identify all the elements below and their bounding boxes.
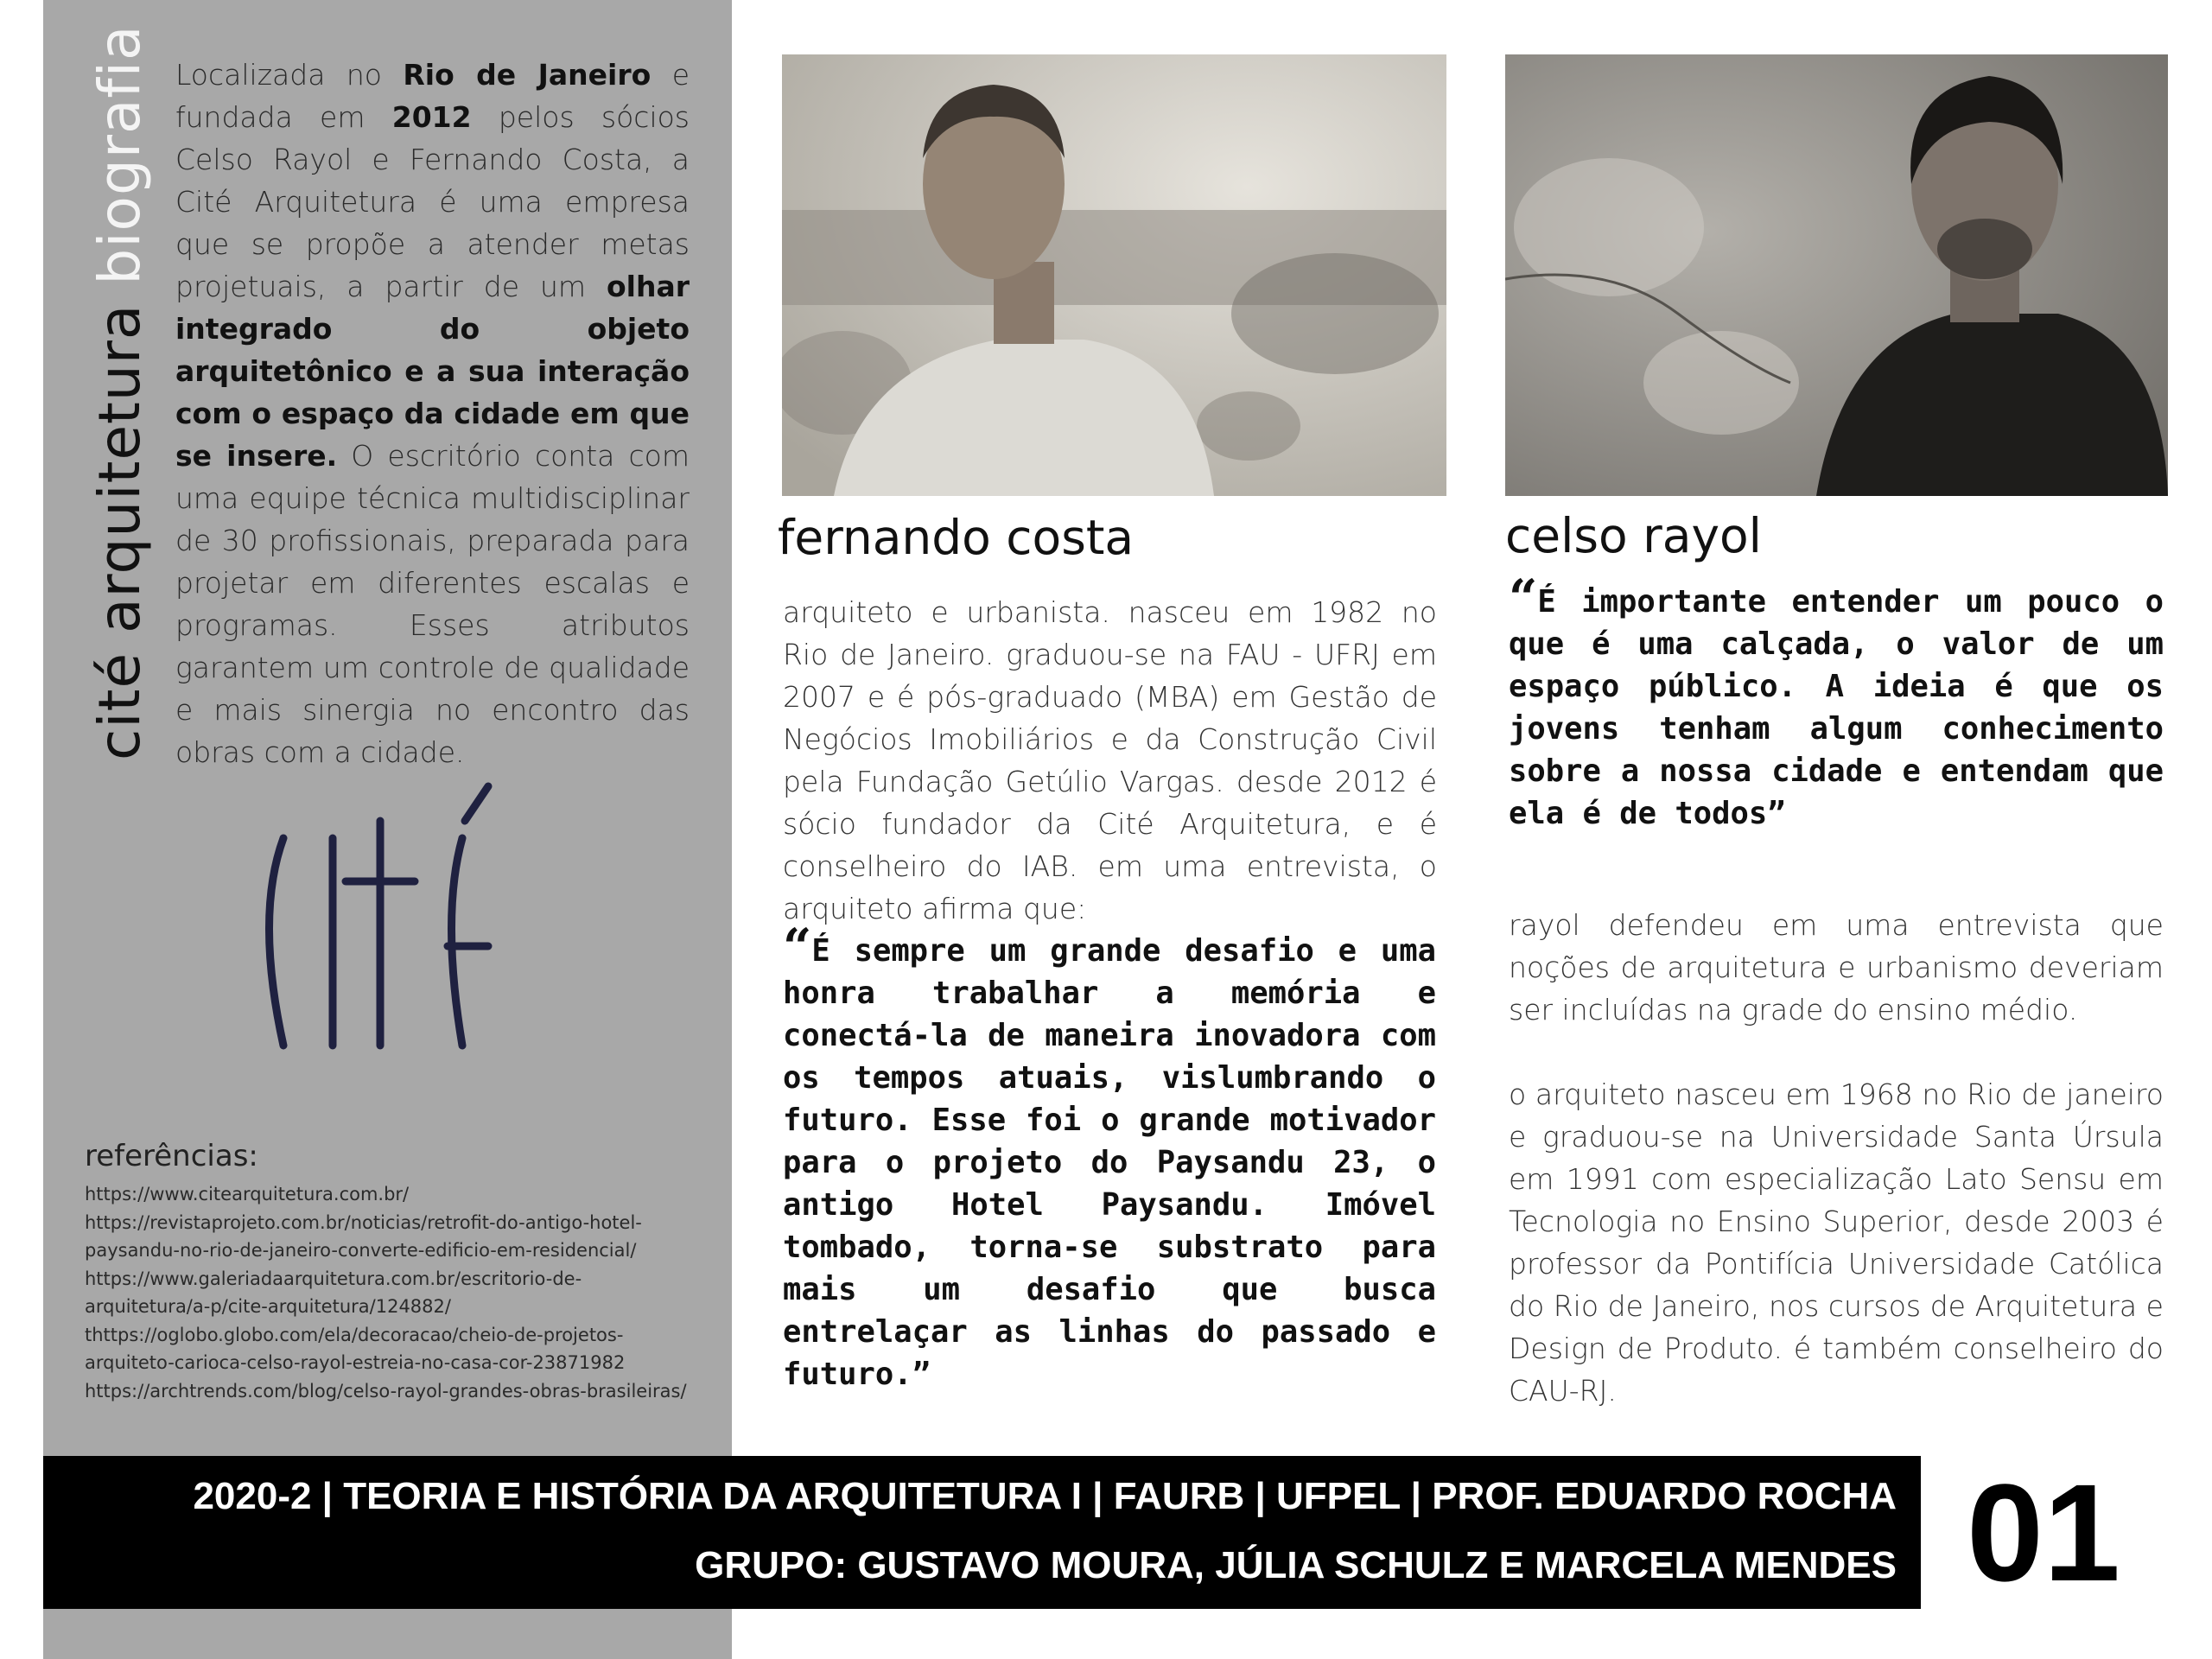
reference-link[interactable]: https://www.citearquitetura.com.br/: [85, 1184, 410, 1205]
course-info: 2020-2 | TEORIA E HISTÓRIA DA ARQUITETURA I | FAURB | UFPEL | PROF. EDUARDO ROCHA: [193, 1475, 1897, 1517]
title-light: biografia: [86, 24, 153, 285]
intro-text: O escritório conta com uma equipe técnica multidisciplinar de 30 profissionais, preparada para projetar em diferentes escalas e programas. Esses atributos garantem um controle de qualidade e mais sinergia no encontro das obras com a cidade.: [175, 439, 690, 769]
page-number: 01: [1967, 1455, 2120, 1610]
fernando-quote-text: É sempre um grande desafio e uma honra trabalhar a memória e conectá-la de maneira inovadora com os tempos atuais, vislumbrando o futuro. Esse foi o grande motivador para o projeto do Paysandu 23, o antigo Hotel Paysandu. Imóvel tombado, torna-se substrato para mais um desafio que busca entrelaçar as linhas do passado e futuro.”: [783, 933, 1436, 1392]
intro-paragraph: [175, 54, 690, 773]
cite-logo: [251, 778, 518, 1063]
title-dark: cité arquitetura: [86, 303, 153, 760]
intro-text: pelos sócios Celso Rayol e Fernando Costa, a Cité Arquitetura é uma empresa que se propõe a atender metas projetuais, a partir de um: [175, 100, 690, 303]
fernando-portrait: [782, 54, 1446, 496]
intro-text: Localizada no: [175, 58, 404, 92]
celso-quote-text: É importante entender um pouco o que é uma calçada, o valor de um espaço público. A ideia é que os jovens tenham algum conhecimento sobre a nossa cidade e entendam que ela é de todos”: [1509, 584, 2164, 831]
celso-photo: [1505, 54, 2168, 496]
celso-name: celso rayol: [1505, 508, 1762, 563]
quote-mark: “: [783, 918, 812, 976]
reference-link[interactable]: https://revistaprojeto.com.br/noticias/retrofit-do-antigo-hotel-: [85, 1211, 642, 1233]
fernando-photo: [782, 54, 1446, 496]
fernando-quote: [783, 918, 1436, 1395]
intro-bold: olhar integrado do objeto arquitetônico e a sua interação com o espaço da cidade em que se insere.: [175, 270, 690, 473]
intro-text: e fundada em: [175, 58, 690, 134]
group-members: GRUPO: GUSTAVO MOURA, JÚLIA SCHULZ E MARCELA MENDES: [695, 1544, 1897, 1586]
celso-bio-2: o arquiteto nasceu em 1968 no Rio de janeiro e graduou-se na Universidade Santa Úrsula em 1991 com especialização Lato Sensu em Tecnologia no Ensino Superior, desde 2003 é professor da Pontifícia Universidade Católica do Rio de Janeiro, nos cursos de Arquitetura e Design de Produto. é também conselheiro do CAU-RJ.: [1509, 1077, 2164, 1408]
reference-link[interactable]: paysandu-no-rio-de-janeiro-converte-edificio-em-residencial/: [85, 1240, 637, 1261]
reference-link[interactable]: arquitetura/a-p/cite-arquitetura/124882/: [85, 1296, 451, 1317]
references-list: [85, 1180, 724, 1405]
fernando-bio: arquiteto e urbanista. nasceu em 1982 no Rio de Janeiro. graduou-se na FAU - UFRJ em 2007 e é pós-graduado (MBA) em Gestão de Negócios Imobiliários e da Construção Civil pela Fundação Getúlio Vargas. desde 2012 é sócio fundador da Cité Arquitetura, e é conselheiro do IAB. em uma entrevista, o arquiteto afirma que:: [783, 595, 1437, 925]
footer-bar: [43, 1456, 1921, 1609]
reference-link[interactable]: arquiteto-carioca-celso-rayol-estreia-no-casa-cor-23871982: [85, 1352, 626, 1373]
reference-link[interactable]: https://archtrends.com/blog/celso-rayol-grandes-obras-brasileiras/: [85, 1380, 687, 1402]
reference-link[interactable]: https://www.galeriadaarquitetura.com.br/escritorio-de-: [85, 1268, 582, 1289]
celso-quote: [1509, 569, 2164, 835]
reference-link[interactable]: thttps://oglobo.globo.com/ela/decoracao/cheio-de-projetos-: [85, 1324, 624, 1345]
fernando-name: fernando costa: [778, 510, 1135, 565]
celso-portrait: [1505, 54, 2168, 496]
vertical-title: [86, 25, 153, 760]
quote-mark: “: [1509, 569, 1538, 627]
celso-bio-1: rayol defendeu em uma entrevista que noções de arquitetura e urbanismo deveriam ser incluídas na grade do ensino médio.: [1509, 908, 2164, 1027]
intro-bold: 2012: [391, 100, 472, 134]
references-title: referências:: [85, 1139, 258, 1173]
intro-bold: Rio de Janeiro: [403, 58, 652, 92]
